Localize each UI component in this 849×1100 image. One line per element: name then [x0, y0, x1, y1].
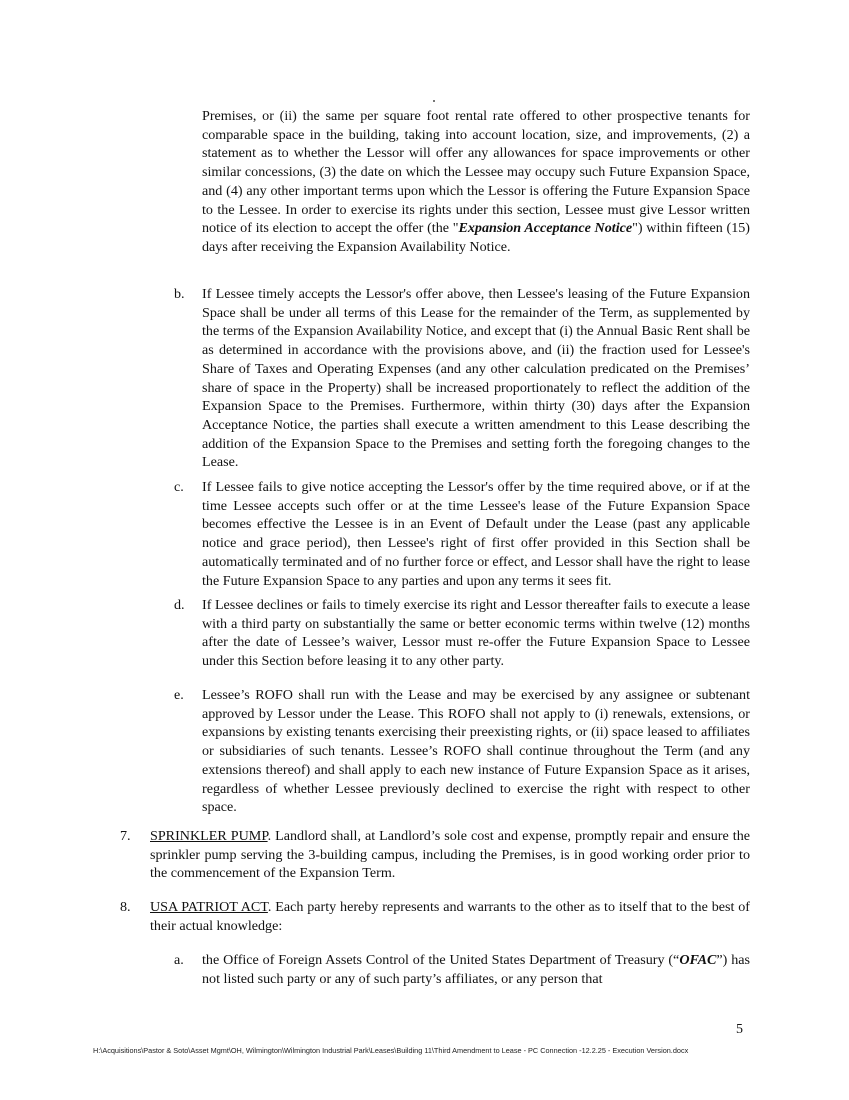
scan-speck	[433, 100, 435, 102]
list-item-label: b.	[174, 286, 185, 302]
list-item-b	[174, 285, 750, 472]
defined-term: OFAC	[679, 952, 717, 968]
section-text: . Each party hereby represents and warrants to the other as to itself that to the best of their actual knowledge:	[150, 899, 750, 934]
list-item-c	[174, 478, 750, 590]
section-8	[120, 898, 750, 935]
continuation-paragraph	[202, 107, 750, 257]
section-7	[120, 827, 750, 883]
list-item-label: c.	[174, 479, 184, 495]
list-item-label: a.	[174, 952, 184, 968]
section-heading: SPRINKLER PUMP	[150, 828, 268, 844]
list-item-d	[174, 596, 750, 671]
list-item-text: If Lessee declines or fails to timely exercise its right and Lessor thereafter fails to execute a lease with a third party on substantially the same or better economic terms within twelve (12) months after the date of Lessee’s waiver, Lessor must re-offer the Future Expansion Space to Lessee under this Section before leasing it to any other party.	[202, 597, 750, 670]
sub-a-text-1: the Office of Foreign Assets Control of the United States Department of Treasury (“	[202, 952, 680, 968]
defined-term: Expansion Acceptance Notice	[458, 220, 633, 237]
section-text: . Landlord shall, at Landlord’s sole cost and expense, promptly repair and ensure the sprinkler pump serving the 3-building campus, including the Premises, is in good working order prior to the commencement of the Expansion Term.	[150, 828, 750, 882]
footer-file-path: H:\Acquisitions\Pastor & Soto\Asset Mgmt\OH, Wilmington\Wilmington Industrial Park\Leases\Building 11\Third Amendment to Lease - PC Connection -12.2.25 - Execution Version.docx	[93, 1046, 689, 1055]
list-item-e	[174, 686, 750, 817]
sub-a-text-2: ”) has not listed such party or any of such party’s affiliates, or any person that	[202, 952, 750, 987]
continuation-text-2: ") within fifteen (15) days after receiving the Expansion Availability Notice.	[202, 220, 750, 255]
list-item-label: d.	[174, 597, 185, 613]
continuation-text-1: Premises, or (ii) the same per square foot rental rate offered to other prospective tenants for comparable space in the building, taking into account location, size, and improvements, (2) a statement as to whether the Lessor will offer any allowances for space improvements or other similar concessions, (3) the date on which the Lessee may occupy such Future Expansion Space, and (4) any other important terms upon which the Lessor is offering the Future Expansion Space to the Lessee. In order to exercise its rights under this section, Lessee must give Lessor written notice of its election to accept the offer (the "	[202, 108, 750, 237]
section-number: 8.	[120, 899, 131, 915]
section-number: 7.	[120, 828, 131, 844]
list-item-text: Lessee’s ROFO shall run with the Lease and may be exercised by any assignee or subtenant approved by Lessor under the Lease. This ROFO shall not apply to (i) renewals, extensions, or expansions by existing tenants exercising their preexisting rights, or (ii) space leased to affiliates or subsidiaries of such tenants. Lessee’s ROFO shall continue throughout the Term (and any extensions thereof) and shall apply to each new instance of Future Expansion Space as it arises, regardless of whether Lessee previously declined to exercise the right with respect to other space.	[202, 687, 750, 816]
section-heading: USA PATRIOT ACT	[150, 899, 268, 915]
list-item-text: If Lessee fails to give notice accepting the Lessor's offer by the time required above, or if at the time Lessee accepts such offer or at the time Lessee's lease of the Future Expansion Space becomes effective the Lessee is in an Event of Default under the Lease (past any applicable notice and grace period), then Lessee's right of first offer provided in this Section shall be automatically terminated and of no further force or effect, and Lessor shall have the right to lease the Future Expansion Space to any parties and upon any terms it sees fit.	[202, 479, 751, 589]
list-item-text: If Lessee timely accepts the Lessor's offer above, then Lessee's leasing of the Future Expansion Space shall be under all terms of this Lease for the remainder of the Term, as supplemented by the terms of the Expansion Availability Notice, and except that (i) the Annual Basic Rent shall be as determined in accordance with the provisions above, and (ii) the fraction used for Lessee's Share of Taxes and Operating Expenses (and any other calculation predicated on the Premises’ share of space in the Property) shall be increased proportionately to reflect the addition of the Expansion Space to the Premises. Furthermore, within thirty (30) days after the Expansion Acceptance Notice, the parties shall execute a written amendment to this Lease describing the addition of the Expansion Space to the Premises and setting forth the foregoing changes to the Lease.	[202, 286, 750, 471]
list-item-label: e.	[174, 687, 184, 703]
list-item-a	[174, 951, 750, 988]
page-number: 5	[736, 1022, 743, 1037]
